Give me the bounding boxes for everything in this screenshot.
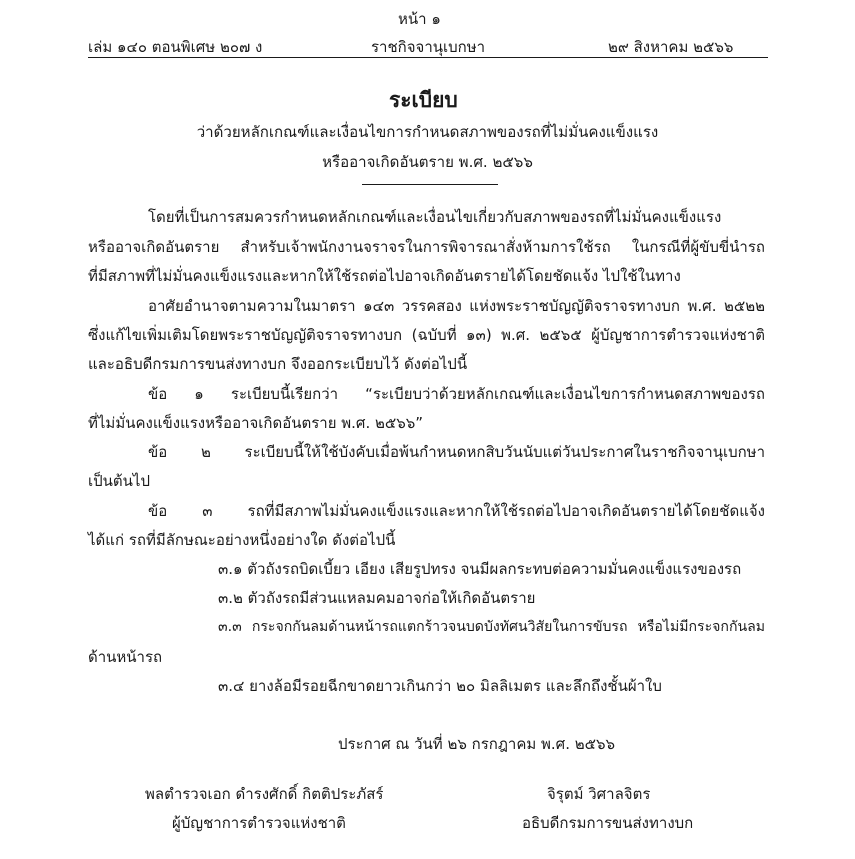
header-rule	[88, 57, 768, 58]
clause-2-line: เป็นต้นไป	[88, 472, 150, 490]
gazette-name: ราชกิจจานุเบกษา	[371, 38, 486, 56]
signatory-left-title: ผู้บัญชาการตำรวจแห่งชาติ	[172, 814, 346, 832]
signatory-right-title: อธิบดีกรมการขนส่งทางบก	[522, 814, 694, 832]
announcement-date: ประกาศ ณ วันที่ ๒๖ กรกฎาคม พ.ศ. ๒๕๖๖	[338, 735, 616, 753]
page-number: หน้า ๑	[398, 10, 441, 28]
document-subtitle-line2: หรืออาจเกิดอันตราย พ.ศ. ๒๕๖๖	[322, 153, 533, 171]
item-3-4: ๓.๔ ยางล้อมีรอยฉีกขาดยาวเกินกว่า ๒๐ มิลลิเมตร และลึกถึงชั้นผ้าใบ	[218, 677, 662, 695]
document-subtitle-line1: ว่าด้วยหลักเกณฑ์และเงื่อนไขการกำหนดสภาพของรถที่ไม่มั่นคงแข็งแรง	[196, 123, 659, 141]
preamble-line: โดยที่เป็นการสมควรกำหนดหลักเกณฑ์และเงื่อนไขเกี่ยวกับสภาพของรถที่ไม่มั่นคงแข็งแรง	[148, 208, 722, 226]
clause-1-line: ที่ไม่มั่นคงแข็งแรงหรืออาจเกิดอันตราย พ.ศ. ๒๕๖๖”	[88, 414, 424, 432]
item-3-3: ๓.๓ กระจกกันลมด้านหน้ารถแตกร้าวจนบดบังทัศนวิสัยในการขับรถ หรือไม่มีกระจกกันลม	[218, 619, 765, 635]
clause-2-line: ข้อ ๒ ระเบียบนี้ให้ใช้บังคับเมื่อพ้นกำหนดหกสิบวันนับแต่วันประกาศในราชกิจจานุเบกษา	[148, 443, 765, 461]
item-3-1: ๓.๑ ตัวถังรถบิดเบี้ยว เอียง เสียรูปทรง จนมีผลกระทบต่อความมั่นคงแข็งแรงของรถ	[218, 560, 742, 578]
authority-line: อาศัยอำนาจตามความในมาตรา ๑๔๓ วรรคสอง แห่งพระราชบัญญัติจราจรทางบก พ.ศ. ๒๕๒๒	[148, 297, 765, 315]
signatory-left-name: พลตำรวจเอก ดำรงศักดิ์ กิตติประภัสร์	[145, 785, 384, 803]
signatory-right-name: จิรุตม์ วิศาลจิตร	[547, 785, 651, 803]
preamble-line: หรืออาจเกิดอันตราย สำหรับเจ้าพนักงานจราจรในการพิจารณาสั่งห้ามการใช้รถ ในกรณีที่ผู้ขับขี่นำรถ	[88, 238, 765, 256]
authority-line: และอธิบดีกรมการขนส่งทางบก จึงออกระเบียบไว้ ดังต่อไปนี้	[88, 355, 468, 373]
preamble-line: ที่มีสภาพที่ไม่มั่นคงแข็งแรงและหากให้ใช้รถต่อไปอาจเกิดอันตรายได้โดยชัดแจ้ง ไปใช้ในทาง	[88, 267, 681, 285]
publish-date: ๒๙ สิงหาคม ๒๕๖๖	[608, 38, 734, 56]
item-3-2: ๓.๒ ตัวถังรถมีส่วนแหลมคมอาจก่อให้เกิดอันตราย	[218, 589, 536, 607]
clause-3-line: ข้อ ๓ รถที่มีสภาพไม่มั่นคงแข็งแรงและหากให้ใช้รถต่อไปอาจเกิดอันตรายได้โดยชัดแจ้ง	[148, 502, 765, 520]
item-3-3-cont: ด้านหน้ารถ	[88, 648, 163, 666]
volume-info: เล่ม ๑๔๐ ตอนพิเศษ ๒๐๗ ง	[88, 38, 263, 56]
clause-3-line: ได้แก่ รถที่มีลักษณะอย่างหนึ่งอย่างใด ดังต่อไปนี้	[88, 531, 396, 549]
clause-1-line: ข้อ ๑ ระเบียบนี้เรียกว่า “ระเบียบว่าด้วยหลักเกณฑ์และเงื่อนไขการกำหนดสภาพของรถ	[148, 385, 765, 403]
title-divider	[362, 184, 498, 185]
authority-line: ซึ่งแก้ไขเพิ่มเติมโดยพระราชบัญญัติจราจรทางบก (ฉบับที่ ๑๓) พ.ศ. ๒๕๖๕ ผู้บัญชาการตำรวจแห่งชาติ	[88, 326, 765, 344]
document-title: ระเบียบ	[389, 88, 458, 112]
